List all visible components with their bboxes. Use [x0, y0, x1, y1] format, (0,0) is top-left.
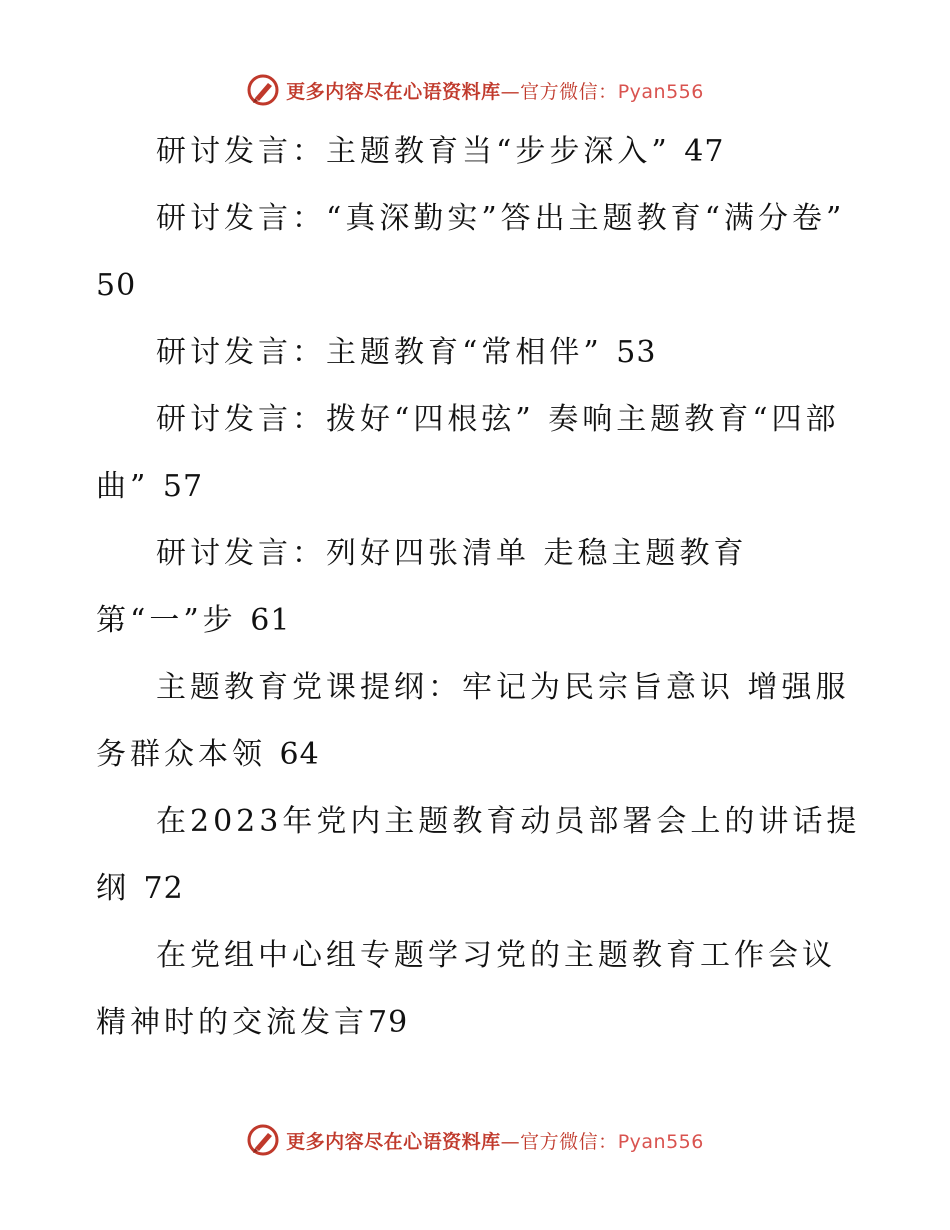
toc-entry-page: 61 — [250, 603, 291, 638]
toc-entry-title: 研讨发言：列好四张清单 走稳主题教育 第“一”步 — [96, 536, 748, 638]
watermark-handle: Pyan556 — [617, 1130, 704, 1153]
toc-entry-gap — [671, 134, 685, 169]
toc-entry-page: 47 — [684, 134, 725, 169]
toc-entry[interactable] — [96, 319, 866, 386]
toc-entry-page: 72 — [143, 871, 184, 906]
toc-entry-title: 主题教育党课提纲：牢记为民宗旨意识 增强服务群众本领 — [96, 670, 850, 772]
watermark-brand: 更多内容尽在心语资料库 — [286, 1130, 501, 1153]
watermark-handle: Pyan556 — [617, 80, 704, 103]
toc-entry-title: 研讨发言：拨好“四根弦” 奏响主题教育“四部曲” — [96, 402, 840, 504]
watermark-footer — [0, 1120, 950, 1160]
watermark-separator: — — [500, 1130, 521, 1153]
toc-entry[interactable] — [96, 922, 866, 1056]
watermark-header — [0, 70, 950, 110]
toc-entry[interactable] — [96, 520, 866, 654]
toc-entry-page: 79 — [368, 1005, 409, 1040]
watermark-separator: — — [500, 80, 521, 103]
watermark-label: 官方微信： — [520, 80, 618, 103]
toc-entry[interactable] — [96, 185, 866, 319]
toc-entry-title: 研讨发言：主题教育“常相伴” — [156, 335, 603, 370]
toc-entry-title: 在2023年党内主题教育动员部署会上的讲话提纲 — [96, 804, 861, 906]
toc-entry-page: 50 — [96, 268, 137, 303]
toc-entry-gap — [149, 469, 163, 504]
toc-entry-gap — [603, 335, 617, 370]
toc-entry-page: 57 — [162, 469, 204, 504]
toc-entry-title: 研讨发言：“真深勤实”答出主题教育“满分卷” — [156, 201, 846, 236]
toc-entry-title: 研讨发言：主题教育当“步步深入” — [156, 134, 671, 169]
toc-entry-gap — [237, 603, 251, 638]
toc-entry-gap — [266, 737, 280, 772]
toc-entry[interactable] — [96, 386, 866, 520]
watermark-label: 官方微信： — [520, 1130, 618, 1153]
toc-entry-page: 53 — [616, 335, 657, 370]
watermark-text — [286, 1127, 704, 1154]
pen-logo-icon — [246, 1123, 280, 1157]
table-of-contents — [96, 118, 866, 1056]
toc-entry[interactable] — [96, 654, 866, 788]
watermark-brand: 更多内容尽在心语资料库 — [286, 80, 501, 103]
toc-entry[interactable] — [96, 788, 866, 922]
pen-logo-icon — [246, 73, 280, 107]
watermark-text — [286, 77, 704, 104]
toc-entry-page: 64 — [279, 737, 320, 772]
toc-entry-title: 在党组中心组专题学习党的主题教育工作会议精神时的交流发言 — [96, 938, 836, 1040]
toc-entry[interactable] — [96, 118, 866, 185]
toc-entry-gap — [130, 871, 144, 906]
